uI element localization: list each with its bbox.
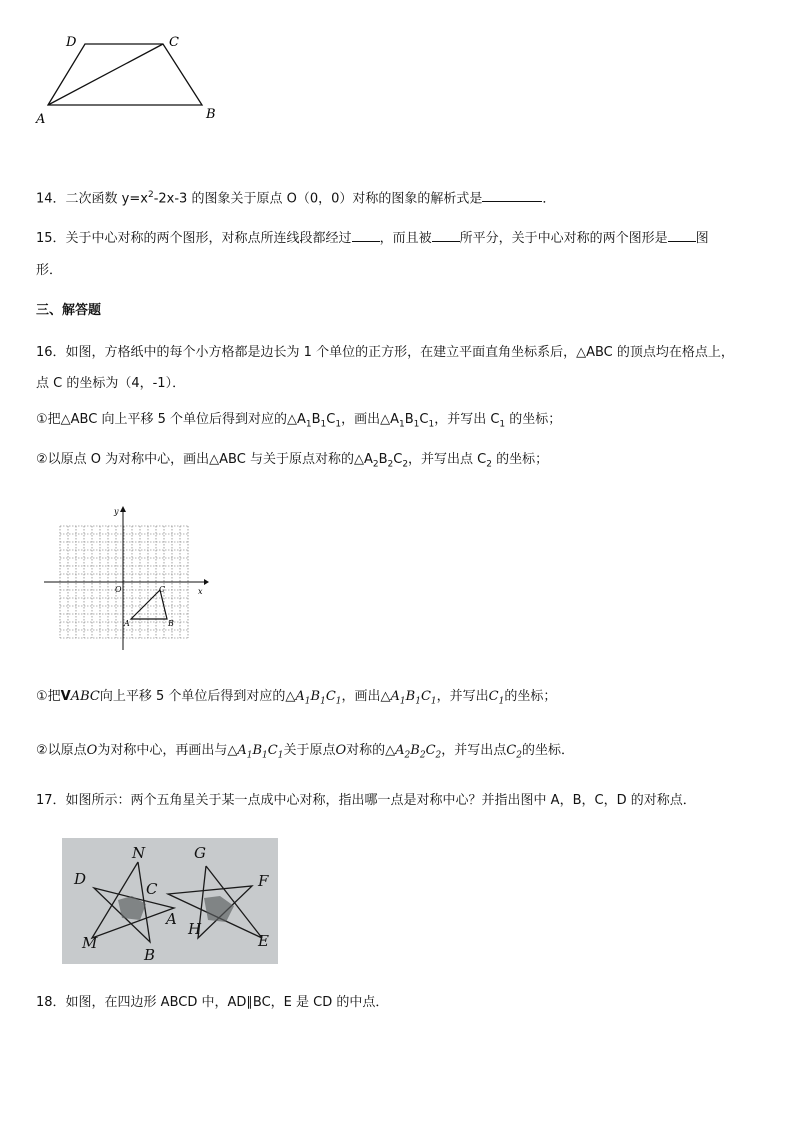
q18-number: 18．	[36, 995, 66, 1010]
q15-text-c: 所平分，关于中心对称的两个图形是	[459, 231, 668, 246]
q16-part2-text-c: 的坐标；	[492, 452, 549, 467]
letter-b: B	[404, 412, 414, 427]
letter-c: C	[393, 452, 403, 467]
sub-2: 2	[516, 750, 522, 761]
stars-figure	[62, 838, 278, 964]
q16-part1b-text-d: ，并写出	[436, 689, 489, 704]
point-label-b: B	[168, 619, 174, 628]
q16-part1-text-b: ，画出△A	[341, 412, 399, 427]
sub-2: 2	[404, 750, 411, 761]
diagonal-ac	[48, 44, 163, 105]
q14-end: ．	[542, 191, 556, 207]
letter-a: A	[237, 743, 247, 758]
sub-1: 1	[335, 419, 342, 430]
star-label-d: D	[74, 870, 87, 888]
q16-part2b-text-e: ，并写出点	[441, 743, 507, 758]
q14-answer-blank[interactable]	[482, 201, 542, 202]
letter-a: A	[395, 743, 405, 758]
q16-part-1	[36, 411, 561, 434]
sub-2: 2	[402, 459, 409, 470]
sub-1: 1	[305, 419, 312, 430]
vertex-label-d: D	[66, 35, 77, 50]
q17-number: 17．	[36, 793, 66, 808]
q16-part2b-text-c: 关于原点	[283, 743, 336, 758]
q16-line-2: 点 C 的坐标为（4，-1）．	[36, 376, 186, 391]
sub-1: 1	[398, 419, 405, 430]
sub-1: 1	[428, 419, 435, 430]
letter-b: B	[252, 743, 263, 758]
sub-1: 1	[320, 696, 326, 707]
sub-2: 2	[486, 459, 492, 470]
q16-text-1: 如图，方格纸中的每个小方格都是边长为 1 个单位的正方形，在建立平面直角坐标系后，△ABC 的顶点均在格点上，	[65, 345, 734, 360]
q16-line-1	[36, 344, 734, 362]
q16-part2b-text-f: 的坐标．	[521, 743, 574, 758]
sub-1: 1	[277, 750, 284, 761]
sub-1: 1	[415, 696, 421, 707]
question-14	[36, 186, 555, 208]
letter-a: A	[390, 689, 400, 704]
sub-1: 1	[246, 750, 253, 761]
triangle-abc	[131, 590, 167, 619]
sub-1: 1	[304, 696, 311, 707]
axis-label-x: x	[198, 587, 203, 596]
letter-b: B	[310, 689, 321, 704]
q15-blank-3[interactable]	[668, 241, 696, 242]
sub-2: 2	[372, 459, 379, 470]
trapezoid-figure	[30, 28, 230, 128]
origin-label: O	[115, 585, 122, 594]
triangle-abc-label: ABC	[70, 689, 100, 704]
star-label-g: G	[194, 844, 206, 862]
q16-part-2-formula: ②以原点O为对称中心，再画出与$\triangle A_1B_1C_1$关于原点O对称的$\triangle A_2B_2C_2$，并写出点$C_2$的坐标．	[36, 743, 574, 761]
letter-c: C	[488, 689, 499, 704]
sub-2: 2	[419, 750, 426, 761]
axis-label-y: y	[114, 507, 119, 516]
q16-number: 16．	[36, 345, 66, 360]
q15-text-a: 关于中心对称的两个图形，对称点所连线段都经过	[65, 231, 352, 246]
q17-text: 如图所示：两个五角星关于某一点成中心对称，指出哪一点是对称中心？并指出图中 A，B，C，D 的对称点．	[65, 793, 696, 808]
letter-c: C	[506, 743, 517, 758]
sub-2: 2	[435, 750, 442, 761]
q16-part1-text-a: ①把△ABC 向上平移 5 个单位后得到对应的△A	[36, 412, 306, 427]
q16-part1-text-d: 的坐标；	[505, 412, 562, 427]
q16-part-1-formula: ①把VABC向上平移 5 个单位后得到对应的$\triangle A_1B_1C_1$，画出$\triangle A_1B_1C_1$，并写出$C_1$的坐标；	[36, 689, 557, 707]
q16-part2b-text-b: 为对称中心，再画出与	[97, 743, 228, 758]
q15-line-2: 形．	[36, 263, 63, 278]
star-label-n: N	[132, 844, 146, 862]
sub-1: 1	[413, 419, 420, 430]
letter-b: B	[405, 689, 416, 704]
vertex-label-c: C	[169, 35, 179, 50]
q16-part2b-text-a: ②以原点	[36, 743, 87, 758]
point-label-a: A	[124, 619, 130, 628]
q15-text-b: ，而且被	[379, 231, 432, 246]
sub-1: 1	[498, 696, 505, 707]
coordinate-grid-svg	[40, 502, 212, 654]
star-label-a: A	[166, 910, 177, 928]
q15-number: 15．	[36, 231, 66, 246]
grid-figure	[40, 502, 212, 654]
section-title: 三、解答题	[36, 303, 102, 318]
q15-blank-2[interactable]	[432, 241, 460, 242]
question-18	[36, 994, 388, 1012]
q14-number: 14．	[36, 191, 66, 207]
vertex-label-b: B	[206, 107, 216, 122]
q14-text-b: -2x-3 的图象关于原点 O（0，0）对称的图象的解析式是	[153, 191, 483, 207]
q14-text-a: 二次函数 y=x	[65, 191, 148, 207]
q16-part1b-text-e: 的坐标；	[504, 689, 557, 704]
star-label-f: F	[258, 872, 269, 890]
letter-a: A	[295, 689, 305, 704]
trapezoid-outline	[48, 44, 202, 105]
question-15	[36, 230, 709, 248]
letter-c: C	[325, 689, 336, 704]
letter-c: C	[267, 743, 278, 758]
q14-exponent: 2	[147, 190, 154, 200]
q16-part-2	[36, 451, 548, 474]
q16-part2b-text-d: 对称的	[346, 743, 386, 758]
letter-c: C	[326, 412, 336, 427]
letter-b: B	[378, 452, 388, 467]
origin-o: O	[335, 743, 347, 758]
sub-1: 1	[430, 696, 437, 707]
star-label-m: M	[82, 934, 98, 952]
letter-c: C	[419, 412, 429, 427]
star-label-e: E	[258, 932, 269, 950]
letter-b: B	[410, 743, 420, 758]
star-label-h: H	[188, 920, 202, 938]
sub-2: 2	[387, 459, 394, 470]
star-label-b: B	[144, 946, 156, 964]
letter-b: B	[311, 412, 321, 427]
sub-1: 1	[335, 696, 342, 707]
x-axis-arrow	[204, 579, 209, 585]
q18-text: 如图，在四边形 ABCD 中，AD∥BC，E 是 CD 的中点．	[65, 995, 389, 1010]
vertex-label-a: A	[36, 112, 46, 127]
y-axis-arrow	[120, 506, 126, 512]
letter-c: C	[425, 743, 436, 758]
sub-1: 1	[499, 419, 506, 430]
q16-part2-text-b: ，并写出点 C	[408, 452, 487, 467]
q15-blank-1[interactable]	[352, 241, 380, 242]
star-label-c: C	[146, 880, 158, 898]
q15-text-d: 图	[695, 231, 709, 246]
q16-part1-text-c: ，并写出 C	[434, 412, 500, 427]
sub-1: 1	[399, 696, 406, 707]
q16-part1b-text-b: 向上平移 5 个单位后得到对应的	[99, 689, 286, 704]
question-17	[36, 792, 696, 810]
point-label-c: C	[159, 585, 166, 594]
trapezoid-svg	[30, 28, 230, 128]
origin-o: O	[86, 743, 98, 758]
letter-c: C	[420, 689, 431, 704]
sub-1: 1	[262, 750, 268, 761]
q16-part1b-text-a: ①把	[36, 689, 61, 704]
q16-part2-text-a: ②以原点 O 为对称中心，画出△ABC 与关于原点对称的△A	[36, 452, 373, 467]
sub-1: 1	[320, 419, 327, 430]
triangle-symbol: V	[60, 689, 71, 704]
q16-part1b-text-c: ，画出	[341, 689, 381, 704]
stars-svg	[62, 838, 278, 964]
